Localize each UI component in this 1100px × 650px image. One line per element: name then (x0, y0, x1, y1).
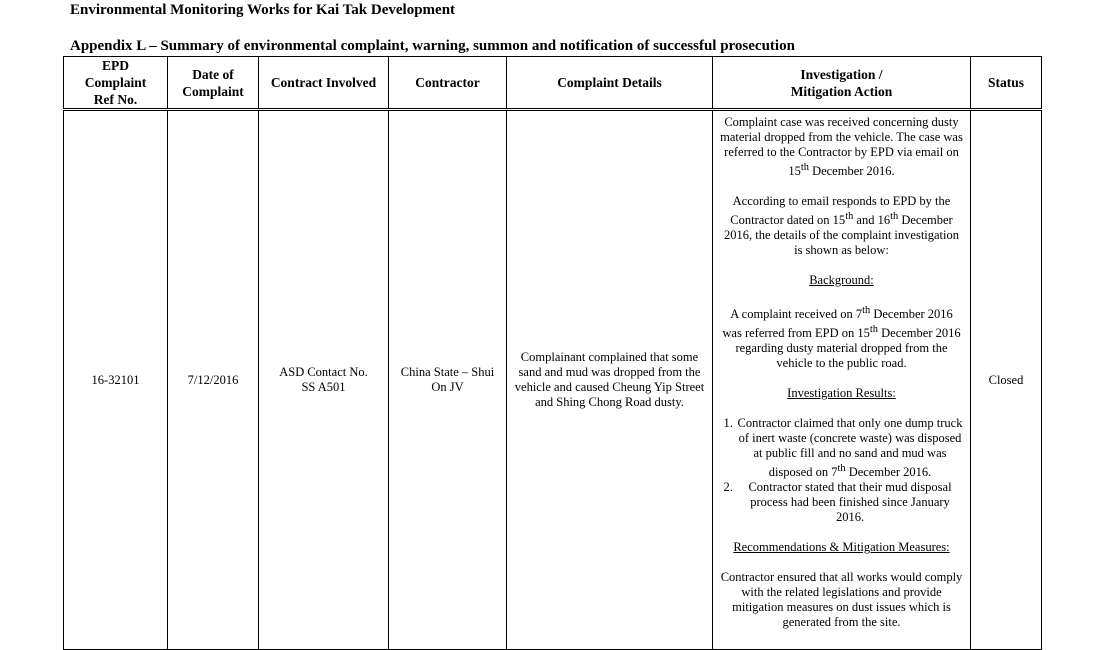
table-header-row (64, 57, 1042, 110)
cell-investigation (713, 110, 971, 650)
background-heading: Background: (809, 272, 874, 287)
cell-ref-no: 16-32101 (64, 110, 168, 650)
cell-complaint-details: Complainant complained that some sand and mud was dropped from the vehicle and caused Cheung Yip Street and Shing Chong Road dusty. (507, 110, 713, 650)
document-title: Environmental Monitoring Works for Kai Tak Development (70, 2, 456, 18)
results-heading: Investigation Results: (787, 386, 896, 401)
results-list (719, 416, 964, 525)
header-status: Status (971, 57, 1042, 110)
recommendations-paragraph: Contractor ensured that all works would comply with the related legislations and provide mitigation measures on dust issues which is generated from the site. (720, 570, 963, 630)
cell-contractor: China State – Shui On JV (389, 110, 507, 650)
header-contract: Contract Involved (259, 57, 389, 110)
header-ref-no: EPD Complaint Ref No. (64, 57, 168, 110)
list-item: 2. Contractor stated that their mud disposal process had been finished since January 2016. (736, 480, 964, 525)
cell-date: 7/12/2016 (168, 110, 259, 650)
background-paragraph: A complaint received on 7th December 2016 was referred from EPD on 15th December 2016 regarding dusty material dropped from the vehicle to the public road. (722, 304, 961, 371)
header-date: Date of Complaint (168, 57, 259, 110)
investigation-paragraph-2: According to email responds to EPD by the Contractor dated on 15th and 16th December 2016, the details of the complaint investigation is shown as below: (723, 193, 960, 257)
cell-contract: ASD Contact No. SS A501 (259, 110, 389, 650)
investigation-paragraph-1: Complaint case was received concerning dusty material dropped from the vehicle. The case was referred to the Contractor by EPD via email on 15th December 2016. (720, 114, 963, 178)
complaint-summary-table (63, 56, 1042, 650)
appendix-title: Appendix L – Summary of environmental complaint, warning, summon and notification of successful prosecution (70, 38, 795, 54)
header-investigation: Investigation / Mitigation Action (713, 57, 971, 110)
header-contractor: Contractor (389, 57, 507, 110)
recommendations-heading: Recommendations & Mitigation Measures: (733, 540, 950, 555)
list-item: 1. Contractor claimed that only one dump truck of inert waste (concrete waste) was disposed at public fill and no sand and mud was disposed on 7th December 2016. (736, 416, 964, 480)
table-row (64, 110, 1042, 650)
header-details: Complaint Details (507, 57, 713, 110)
cell-status: Closed (971, 110, 1042, 650)
